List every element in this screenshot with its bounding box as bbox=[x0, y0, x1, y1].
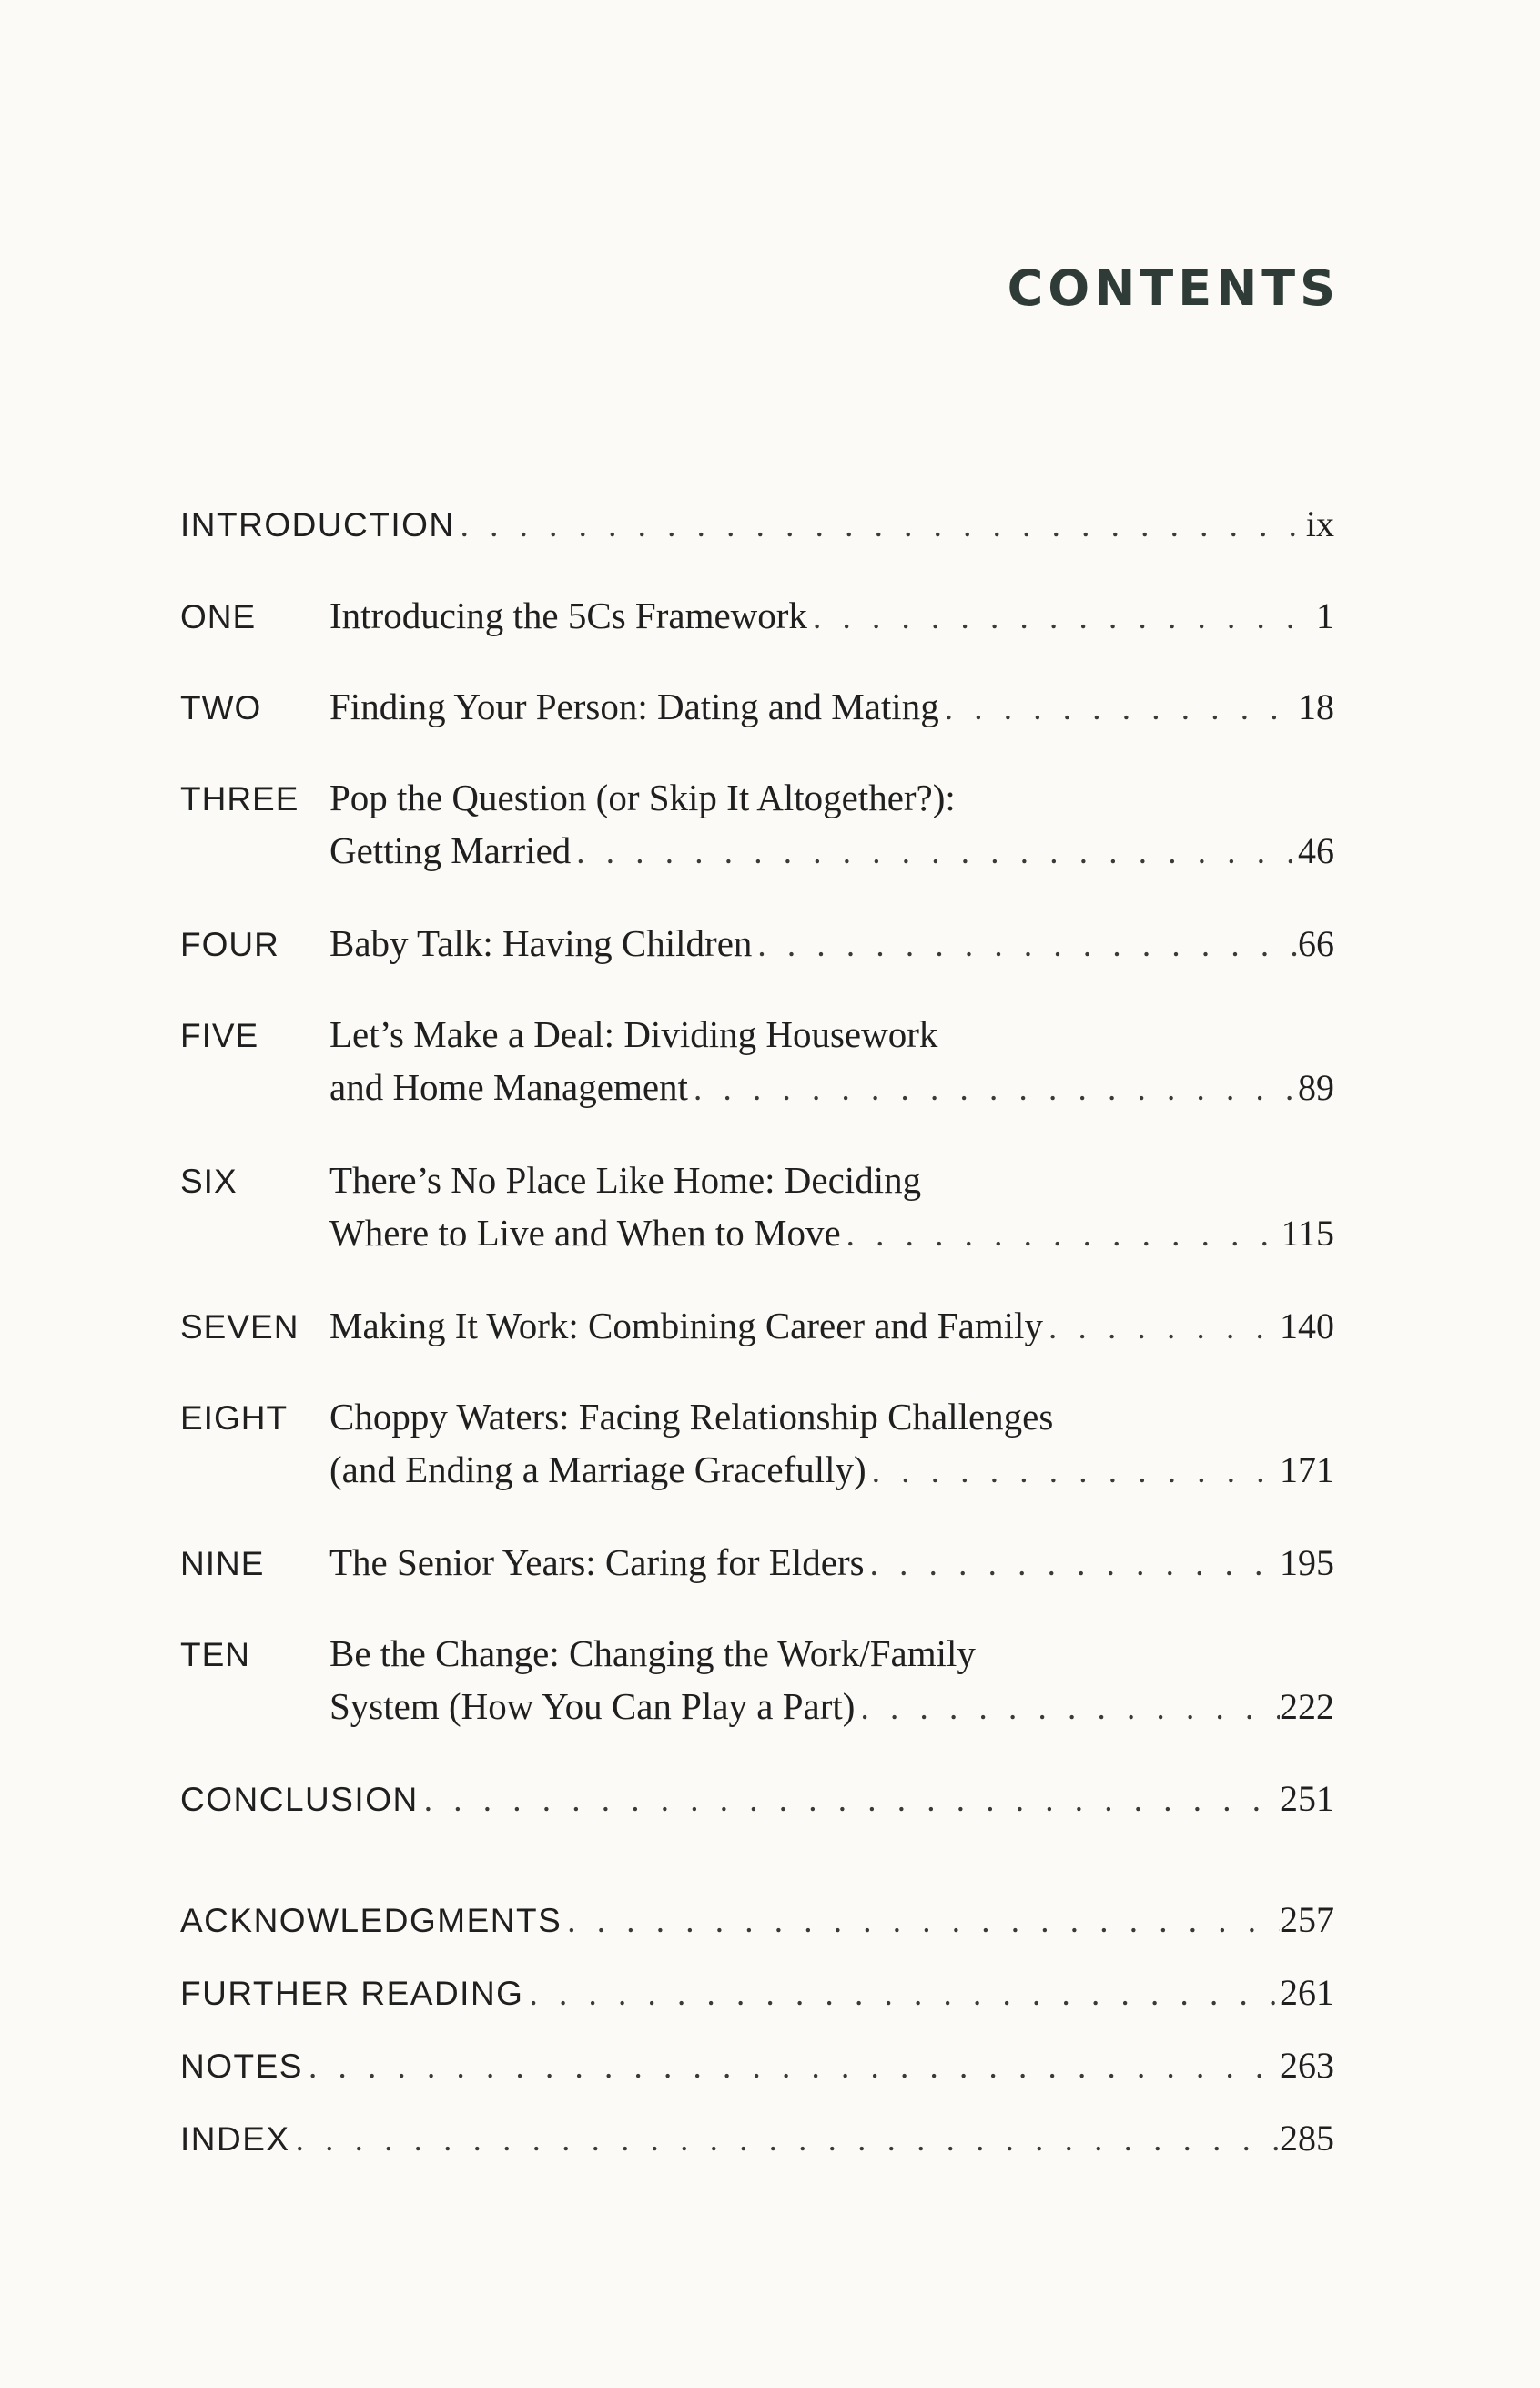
chapter-number: NINE bbox=[180, 1545, 265, 1582]
toc-page-number: 171 bbox=[1280, 1449, 1334, 1490]
toc-page-number: ix bbox=[1305, 503, 1334, 544]
toc-entry-chapter-ten-continued[interactable] bbox=[180, 1684, 1334, 1739]
dot-leader bbox=[523, 1975, 1280, 2014]
dot-leader bbox=[855, 1689, 1280, 1728]
toc-page-number: 18 bbox=[1298, 686, 1334, 727]
chapter-number: EIGHT bbox=[180, 1399, 289, 1437]
toc-page-number: 285 bbox=[1280, 2118, 1334, 2159]
dot-leader bbox=[290, 2120, 1280, 2159]
chapter-title: Finding Your Person: Dating and Mating bbox=[329, 686, 939, 727]
chapter-title: Making It Work: Combining Career and Family bbox=[329, 1305, 1043, 1346]
toc-entry-chapter-four[interactable] bbox=[180, 921, 1334, 976]
toc-entry-label: ACKNOWLEDGMENTS bbox=[180, 1902, 562, 1939]
toc-entry-chapter-six[interactable] bbox=[180, 1158, 1334, 1213]
toc-entry-chapter-eight-continued[interactable] bbox=[180, 1448, 1334, 1502]
toc-entry-chapter-six-continued[interactable] bbox=[180, 1211, 1334, 1265]
chapter-title-line-2: System (How You Can Play a Part) bbox=[329, 1685, 856, 1727]
chapter-title: The Senior Years: Caring for Elders bbox=[329, 1541, 865, 1583]
dot-leader bbox=[866, 1452, 1280, 1491]
dot-leader bbox=[571, 833, 1298, 872]
toc-entry-chapter-eight[interactable] bbox=[180, 1395, 1334, 1449]
toc-entry-chapter-five-continued[interactable] bbox=[180, 1065, 1334, 1120]
dot-leader bbox=[688, 1070, 1298, 1109]
toc-entry-further-reading[interactable] bbox=[180, 1971, 1334, 2026]
toc-page-number: 46 bbox=[1298, 830, 1334, 871]
chapter-number: TWO bbox=[180, 689, 262, 727]
toc-entry-label: INTRODUCTION bbox=[180, 506, 455, 544]
dot-leader bbox=[841, 1215, 1282, 1255]
dot-leader bbox=[865, 1545, 1280, 1584]
toc-entry-label: NOTES bbox=[180, 2048, 303, 2085]
toc-entry-chapter-seven[interactable] bbox=[180, 1304, 1334, 1358]
page-title: CONTENTS bbox=[1007, 259, 1340, 317]
chapter-title-line-1: Let’s Make a Deal: Dividing Housework bbox=[329, 1013, 938, 1055]
toc-page-number: 115 bbox=[1281, 1213, 1334, 1254]
toc-entry-acknowledgments[interactable] bbox=[180, 1898, 1334, 1953]
chapter-title-line-2: Getting Married bbox=[329, 829, 572, 871]
toc-entry-label: INDEX bbox=[180, 2120, 290, 2158]
chapter-number: FOUR bbox=[180, 926, 279, 963]
dot-leader bbox=[419, 1781, 1280, 1820]
toc-entry-chapter-nine[interactable] bbox=[180, 1540, 1334, 1595]
toc-entry-chapter-three-continued[interactable] bbox=[180, 828, 1334, 883]
chapter-title-line-1: There’s No Place Like Home: Deciding bbox=[329, 1159, 922, 1201]
toc-page-number: 257 bbox=[1280, 1899, 1334, 1940]
toc-page-number: 66 bbox=[1298, 923, 1334, 964]
toc-entry-chapter-ten[interactable] bbox=[180, 1631, 1334, 1686]
chapter-number: SIX bbox=[180, 1163, 238, 1200]
toc-entry-chapter-three[interactable] bbox=[180, 776, 1334, 830]
chapter-number: FIVE bbox=[180, 1017, 259, 1054]
dot-leader bbox=[303, 2048, 1280, 2087]
toc-entry-label: FURTHER READING bbox=[180, 1975, 524, 2012]
chapter-title-line-2: (and Ending a Marriage Gracefully) bbox=[329, 1448, 866, 1490]
dot-leader bbox=[807, 598, 1316, 637]
chapter-number: ONE bbox=[180, 598, 257, 635]
toc-entry-chapter-five[interactable] bbox=[180, 1012, 1334, 1067]
toc-page-number: 195 bbox=[1280, 1542, 1334, 1583]
toc-entry-conclusion[interactable] bbox=[180, 1777, 1334, 1832]
chapter-title-line-2: and Home Management bbox=[329, 1066, 688, 1108]
chapter-number: TEN bbox=[180, 1636, 250, 1673]
chapter-title-line-2: Where to Live and When to Move bbox=[329, 1212, 841, 1254]
dot-leader bbox=[562, 1902, 1280, 1941]
chapter-title-line-1: Choppy Waters: Facing Relationship Challenges bbox=[329, 1396, 1054, 1438]
toc-page-number: 89 bbox=[1298, 1067, 1334, 1108]
toc-page-number: 263 bbox=[1280, 2045, 1334, 2086]
chapter-title-line-1: Pop the Question (or Skip It Altogether?): bbox=[329, 777, 956, 818]
toc-page-number: 261 bbox=[1280, 1972, 1334, 2013]
dot-leader bbox=[455, 506, 1306, 545]
toc-entry-label: CONCLUSION bbox=[180, 1781, 419, 1818]
chapter-number: THREE bbox=[180, 780, 299, 818]
dot-leader bbox=[939, 689, 1298, 728]
dot-leader bbox=[752, 926, 1298, 965]
chapter-title: Baby Talk: Having Children bbox=[329, 922, 753, 964]
toc-page-number: 251 bbox=[1280, 1778, 1334, 1819]
dot-leader bbox=[1043, 1308, 1280, 1347]
toc-entry-index[interactable] bbox=[180, 2117, 1334, 2171]
chapter-number: SEVEN bbox=[180, 1308, 299, 1346]
toc-page-number: 222 bbox=[1280, 1686, 1334, 1727]
chapter-title-line-1: Be the Change: Changing the Work/Family bbox=[329, 1632, 976, 1674]
toc-page-number: 1 bbox=[1316, 595, 1334, 636]
toc-entry-notes[interactable] bbox=[180, 2044, 1334, 2098]
toc-entry-introduction[interactable] bbox=[180, 503, 1334, 557]
toc-entry-chapter-two[interactable] bbox=[180, 685, 1334, 739]
toc-entry-chapter-one[interactable] bbox=[180, 594, 1334, 648]
chapter-title: Introducing the 5Cs Framework bbox=[329, 594, 807, 636]
toc-page-number: 140 bbox=[1280, 1306, 1334, 1346]
